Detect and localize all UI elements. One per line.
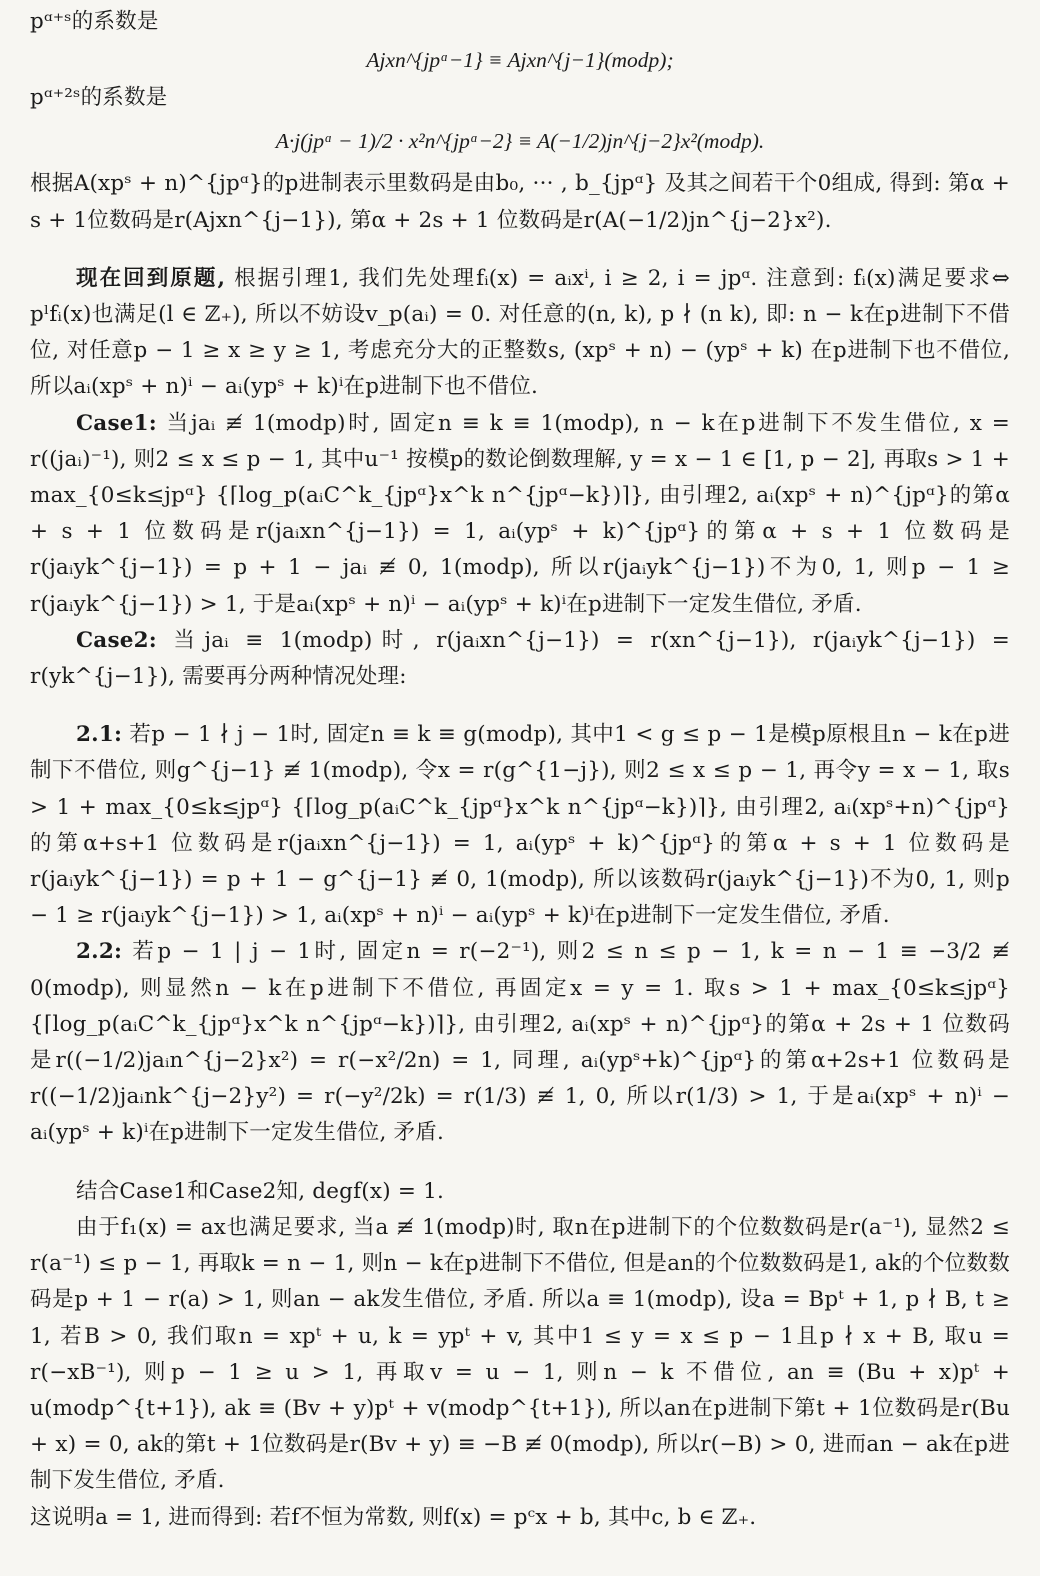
- paragraph: 根据A(xpˢ + n)^{jpᵅ}的p进制表示里数码是由b₀, ··· , b_{jpᵅ} 及其之间若干个0组成, 得到: 第α + s + 1位数码是r(Ajxn^{j−1}), 第α + 2s + 1 位数码是r(A(−1/2)jn^{j−2}x²).: [30, 171, 1010, 233]
- text-line: pᵅ⁺²ˢ的系数是: [30, 85, 168, 111]
- subcase-text: 若p − 1 ∤ j − 1时, 固定n ≡ k ≡ g(modp), 其中1 < g ≤ p − 1是模p原根且n − k在p进制下不借位, 则g^{j−1} ≢ 1(modp), 令x = r(g^{1−j}), 则2 ≤ x ≤ p − 1, 再令y = x − 1, 取s > 1 + max_{0≤k≤jpᵅ} {⌈log_p(aᵢC^k_{jpᵅ}x^k n^{jpᵅ−k})⌉}, 由引理2, aᵢ(xpˢ+n)^{jpᵅ}的第α+s+1 位数码是r(jaᵢxn^{j−1}) = 1, aᵢ(ypˢ + k)^{jpᵅ}的第α + s + 1 位数码是r(jaᵢyk^{j−1}) = p + 1 − g^{j−1} ≢ 0, 1(modp), 所以该数码r(jaᵢyk^{j−1})不为0, 1, 则p − 1 ≥ r(jaᵢyk^{j−1}) > 1, aᵢ(xpˢ + n)ⁱ − aᵢ(ypˢ + k)ⁱ在p进制下一定发生借位, 矛盾.: [30, 722, 1010, 929]
- display-equation: Ajxn^{jpᵅ−1} ≡ Ajxn^{j−1}(modp);: [366, 48, 674, 73]
- case-label: Case1:: [76, 410, 157, 436]
- paragraph: [30, 261, 1010, 406]
- display-equation: A·j(jpᵅ − 1)/2 · x²n^{jpᵅ−2} ≡ A(−1/2)jn^{j−2}x²(modp).: [275, 129, 765, 154]
- paragraph: 结合Case1和Case2知, degf(x) = 1.: [76, 1178, 444, 1204]
- case-text: 当jaᵢ ≡ 1(modp)时, r(jaᵢxn^{j−1}) = r(xn^{j−1}), r(jaᵢyk^{j−1}) = r(yk^{j−1}), 需要再分两种情况处理:: [30, 627, 1010, 690]
- subcase-paragraph: [30, 717, 1010, 934]
- paragraph-text: 根据引理1, 我们先处理fᵢ(x) = aᵢxⁱ, i ≥ 2, i = jpᵅ. 注意到: fᵢ(x)满足要求⇔ pˡfᵢ(x)也满足(l ∈ ℤ₊), 所以不妨设v_p(aᵢ) = 0. 对任意的(n, k), p ∤ (n k), 即: n − k在p进制下不借位, 对任意p − 1 ≥ x ≥ y ≥ 1, 考虑充分大的正整数s, (xpˢ + n) − (ypˢ + k) 在p进制下也不借位, 所以aᵢ(xpˢ + n)ⁱ − aᵢ(ypˢ + k)ⁱ在p进制下也不借位.: [30, 265, 1010, 400]
- paragraph: 由于f₁(x) = ax也满足要求, 当a ≢ 1(modp)时, 取n在p进制下的个位数数码是r(a⁻¹), 显然2 ≤ r(a⁻¹) ≤ p − 1, 再取k = n − 1, 则n − k在p进制下不借位, 但是an的个位数数码是1, ak的个位数数码是p + 1 − r(a) > 1, 则an − ak发生借位, 矛盾. 所以a ≡ 1(modp), 设a = Bpᵗ + 1, p ∤ B, t ≥ 1, 若B > 0, 我们取n = xpᵗ + u, k = ypᵗ + v, 其中1 ≤ y = x ≤ p − 1且p ∤ x + B, 取u = r(−xB⁻¹), 则p − 1 ≥ u > 1, 再取v = u − 1, 则n − k 不借位, an ≡ (Bu + x)pᵗ + u(modp^{t+1}), ak ≡ (Bv + y)pᵗ + v(modp^{t+1}), 所以an在p进制下第t + 1位数码是r(Bu + x) = 0, ak的第t + 1位数码是r(Bv + y) ≡ −B ≢ 0(modp), 所以r(−B) > 0, 进而an − ak在p进制下发生借位, 矛盾.: [30, 1214, 1010, 1494]
- case-paragraph: [30, 406, 1010, 623]
- text-line: pᵅ⁺ˢ的系数是: [30, 9, 159, 34]
- subcase-paragraph: [30, 934, 1010, 1151]
- subcase-text: 若p − 1 | j − 1时, 固定n = r(−2⁻¹), 则2 ≤ n ≤ p − 1, k = n − 1 ≡ −3/2 ≢ 0(modp), 则显然n − k在p进制下不借位, 再固定x = y = 1. 取s > 1 + max_{0≤k≤jpᵅ} {⌈log_p(aᵢC^k_{jpᵅ}x^k n^{jpᵅ−k})⌉}, 由引理2, aᵢ(xpˢ + n)^{jpᵅ}的第α + 2s + 1 位数码是r((−1/2)jaᵢn^{j−2}x²) = r(−x²/2n) = 1, 同理, aᵢ(ypˢ+k)^{jpᵅ}的第α+2s+1 位数码是r((−1/2)jaᵢnk^{j−2}y²) = r(−y²/2k) = r(1/3) ≢ 1, 0, 所以r(1/3) > 1, 于是aᵢ(xpˢ + n)ⁱ − aᵢ(ypˢ + k)ⁱ在p进制下一定发生借位, 矛盾.: [30, 939, 1010, 1146]
- case-label: Case2:: [76, 627, 157, 653]
- subcase-label: 2.2:: [76, 939, 123, 965]
- case-text: 当jaᵢ ≢ 1(modp)时, 固定n ≡ k ≡ 1(modp), n − k在p进制下不发生借位, x = r((jaᵢ)⁻¹), 则2 ≤ x ≤ p − 1, 其中u⁻¹ 按模p的数论倒数理解, y = x − 1 ∈ [1, p − 2], 再取s > 1 + max_{0≤k≤jpᵅ} {⌈log_p(aᵢC^k_{jpᵅ}x^k n^{jpᵅ−k})⌉}, 由引理2, aᵢ(xpˢ + n)^{jpᵅ}的第α + s + 1 位数码是r(jaᵢxn^{j−1}) = 1, aᵢ(ypˢ + k)^{jpᵅ}的第α + s + 1 位数码是r(jaᵢyk^{j−1}) = p + 1 − jaᵢ ≢ 0, 1(modp), 所以r(jaᵢyk^{j−1})不为0, 1, 则p − 1 ≥ r(jaᵢyk^{j−1}) > 1, 于是aᵢ(xpˢ + n)ⁱ − aᵢ(ypˢ + k)ⁱ在p进制下一定发生借位, 矛盾.: [30, 410, 1010, 617]
- paragraph-lead: 现在回到原题,: [76, 265, 226, 291]
- subcase-label: 2.1:: [76, 722, 123, 748]
- case-paragraph: [30, 623, 1010, 695]
- paragraph: 这说明a = 1, 进而得到: 若f不恒为常数, 则f(x) = pᶜx + b, 其中c, b ∈ ℤ₊.: [30, 1504, 757, 1530]
